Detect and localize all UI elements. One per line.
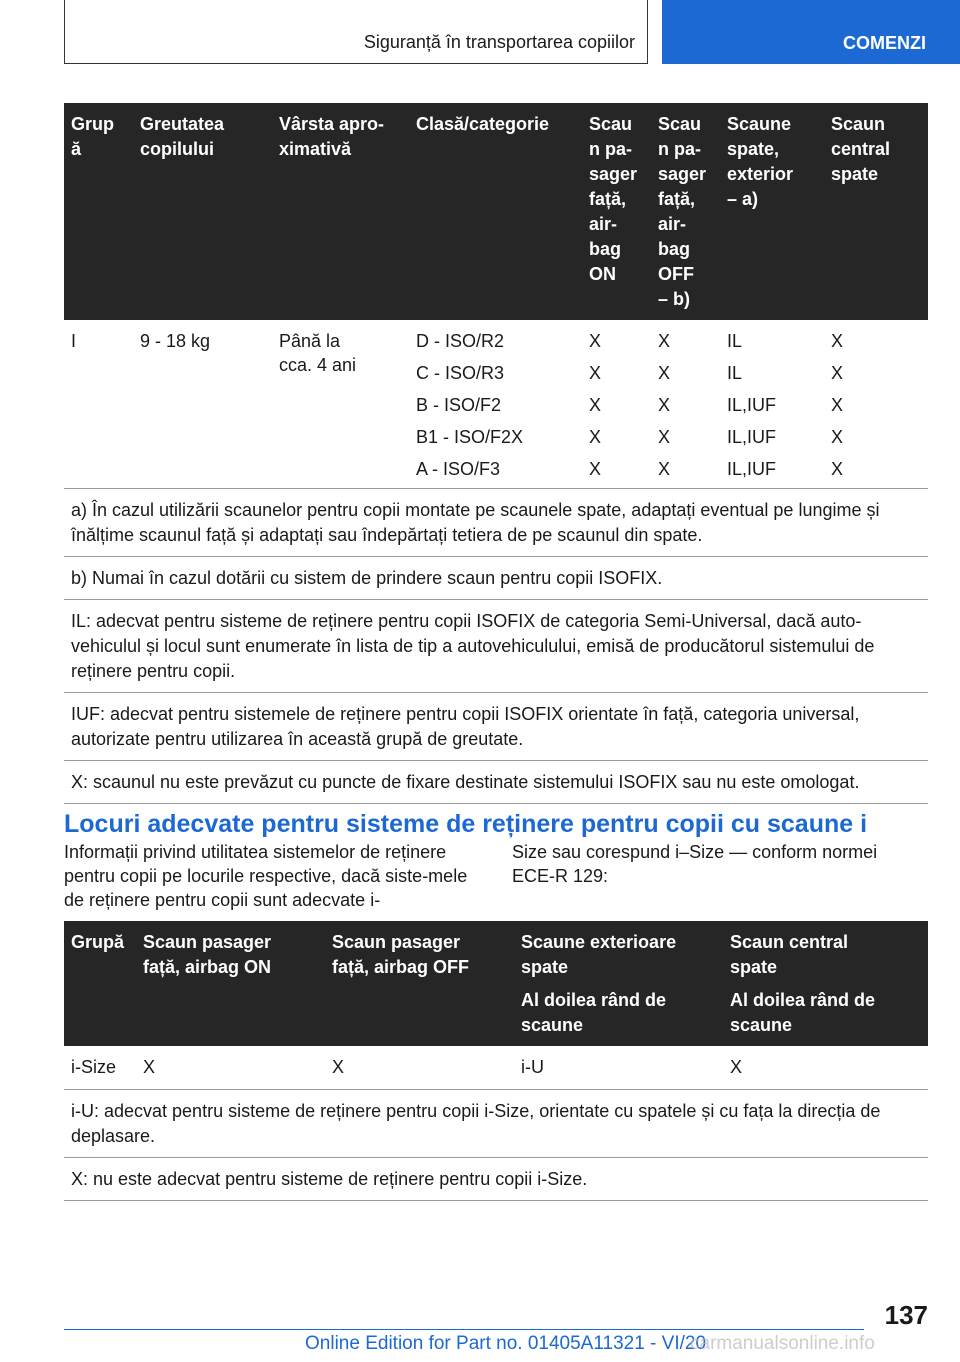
rear-center-value: X xyxy=(831,363,844,383)
col-header-age-label: Vârsta apro- ximativă xyxy=(279,114,385,159)
footer-divider xyxy=(64,1329,864,1330)
cell-age-text: Până la cca. 4 ani xyxy=(279,331,357,375)
section-heading: Locuri adecvate pentru sisteme de reținere pentru copii cu scaune i xyxy=(64,810,868,838)
table-note-row xyxy=(64,600,928,693)
cell-group: i-Size xyxy=(71,1057,117,1077)
col-header-rear-center-label: Scaun central spate xyxy=(730,932,849,977)
table-header-row xyxy=(64,103,928,320)
cell-airbag-off xyxy=(651,320,720,489)
class-item: B - ISO/F2 xyxy=(416,395,502,415)
airbag-off-value: X xyxy=(658,427,671,447)
class-item: C - ISO/R3 xyxy=(416,363,505,383)
rear-center-value: X xyxy=(831,427,844,447)
watermark-text: carmanualsonline.info xyxy=(690,1333,875,1354)
cell-group: I xyxy=(71,331,77,351)
rear-center-value: X xyxy=(831,459,844,479)
table-row xyxy=(64,320,928,489)
col-header-airbag-on-label: Scau n pa- sager față, air- bag ON xyxy=(589,114,638,284)
col-header-weight-label: Greutatea copilului xyxy=(140,114,225,159)
table-note-row xyxy=(64,557,928,600)
airbag-off-value: X xyxy=(658,331,671,351)
table-row xyxy=(64,1046,928,1090)
page-number: 137 xyxy=(884,1300,928,1330)
col-header-rear-outer-label: Scaune spate, exterior – a) xyxy=(727,114,794,209)
col-header-class xyxy=(409,103,582,320)
rear-center-value: X xyxy=(831,331,844,351)
col-header-rear-center xyxy=(723,921,928,1046)
class-item: D - ISO/R2 xyxy=(416,331,505,351)
airbag-on-value: X xyxy=(589,459,602,479)
col-header-rear-center-label: Scaun central spate xyxy=(831,114,891,184)
header-section-box xyxy=(64,0,648,64)
isofix-table xyxy=(64,103,928,804)
col-header-airbag-off xyxy=(651,103,720,320)
col-header-class-label: Clasă/categorie xyxy=(416,114,550,134)
note-x: X: scaunul nu este prevăzut cu puncte de fixare destinate sistemului ISOFIX sau nu este omologat. xyxy=(64,761,928,804)
airbag-on-value: X xyxy=(589,363,602,383)
header-section-title: Siguranță în transportarea copiilor xyxy=(363,32,635,52)
airbag-off-value: X xyxy=(658,459,671,479)
cell-rear-center: X xyxy=(730,1057,743,1077)
col-header-airbag-off-label: Scau n pa- sager față, air- bag OFF – b) xyxy=(658,114,707,309)
table-note-row xyxy=(64,1158,928,1201)
cell-airbag-on xyxy=(582,320,651,489)
note-iu: i-U: adecvat pentru sisteme de reținere pentru copii i-Size, orientate cu spatele și cu fața la direcția de deplasare. xyxy=(64,1090,928,1158)
airbag-off-value: X xyxy=(658,363,671,383)
col-header-rear-outer xyxy=(514,921,723,1046)
header-chapter-tab[interactable] xyxy=(662,0,960,64)
col-subheader-rear-outer: Al doilea rând de scaune xyxy=(521,990,667,1035)
table-note-row xyxy=(64,761,928,804)
cell-age xyxy=(272,320,409,489)
col-subheader-rear-center: Al doilea rând de scaune xyxy=(730,990,876,1035)
table-note-row xyxy=(64,1090,928,1158)
cell-rear-center xyxy=(824,320,928,489)
footer-edition: Online Edition for Part no. 01405A11321 - VI/20 xyxy=(305,1333,707,1354)
isize-table xyxy=(64,921,928,1201)
col-header-group xyxy=(64,103,133,320)
col-header-airbag-on xyxy=(136,921,325,1046)
airbag-on-value: X xyxy=(589,395,602,415)
intro-left-column: Informații privind utilitatea sistemelor de reținere pentru copii pe locurile respective, dacă siste-mele de reținere pentru copii sunt adecvate i- xyxy=(64,842,468,910)
col-header-rear-outer-label: Scaune exterioare spate xyxy=(521,932,677,977)
note-iuf: IUF: adecvat pentru sistemele de reținere pentru copii ISOFIX orientate în față, categoria universal, autorizate pentru utilizarea în această grupă de greutate. xyxy=(64,693,928,761)
col-header-airbag-on xyxy=(582,103,651,320)
airbag-on-value: X xyxy=(589,331,602,351)
col-header-weight xyxy=(133,103,272,320)
col-header-rear-outer xyxy=(720,103,824,320)
note-b: b) Numai în cazul dotării cu sistem de prindere scaun pentru copii ISOFIX. xyxy=(64,557,928,600)
cell-classes xyxy=(409,320,582,489)
airbag-off-value: X xyxy=(658,395,671,415)
cell-rear-outer: i-U xyxy=(521,1057,544,1077)
intro-right-column: Size sau corespund i–Size — conform normei ECE-R 129: xyxy=(512,842,878,886)
note-x-isize: X: nu este adecvat pentru sisteme de reținere pentru copii i-Size. xyxy=(64,1158,928,1201)
rear-outer-value: IL,IUF xyxy=(727,395,777,415)
cell-airbag-off: X xyxy=(332,1057,345,1077)
rear-outer-value: IL xyxy=(727,363,743,383)
col-header-rear-center xyxy=(824,103,928,320)
col-header-group-label: Grup ă xyxy=(71,114,114,159)
note-il: IL: adecvat pentru sisteme de reținere pentru copii ISOFIX de categoria Semi-Universal, dacă auto-vehiculul și locul sunt enumerate în lista de tip a autovehiculului, emisă de producătorul sistemului de reținere pentru copii. xyxy=(64,600,928,693)
table-note-row xyxy=(64,489,928,557)
col-header-group xyxy=(64,921,136,1046)
cell-weight: 9 - 18 kg xyxy=(140,331,211,351)
header-chapter-label: COMENZI xyxy=(843,33,926,53)
col-header-group-label: Grupă xyxy=(71,932,125,952)
rear-outer-value: IL,IUF xyxy=(727,459,777,479)
table-note-row xyxy=(64,693,928,761)
rear-center-value: X xyxy=(831,395,844,415)
col-header-airbag-off xyxy=(325,921,514,1046)
airbag-on-value: X xyxy=(589,427,602,447)
note-a: a) În cazul utilizării scaunelor pentru copii montate pe scaunele spate, adaptați eventual pe lungime și înălțime scaunul față și adaptați sau îndepărtați tetiera de pe scaunul din spate. xyxy=(64,489,928,557)
cell-rear-outer xyxy=(720,320,824,489)
class-item: B1 - ISO/F2X xyxy=(416,427,524,447)
col-header-airbag-on-label: Scaun pasager față, airbag ON xyxy=(143,932,272,977)
table-header-row xyxy=(64,921,928,1046)
col-header-airbag-off-label: Scaun pasager față, airbag OFF xyxy=(332,932,470,977)
class-item: A - ISO/F3 xyxy=(416,459,501,479)
col-header-age xyxy=(272,103,409,320)
rear-outer-value: IL,IUF xyxy=(727,427,777,447)
rear-outer-value: IL xyxy=(727,331,743,351)
cell-airbag-on: X xyxy=(143,1057,156,1077)
